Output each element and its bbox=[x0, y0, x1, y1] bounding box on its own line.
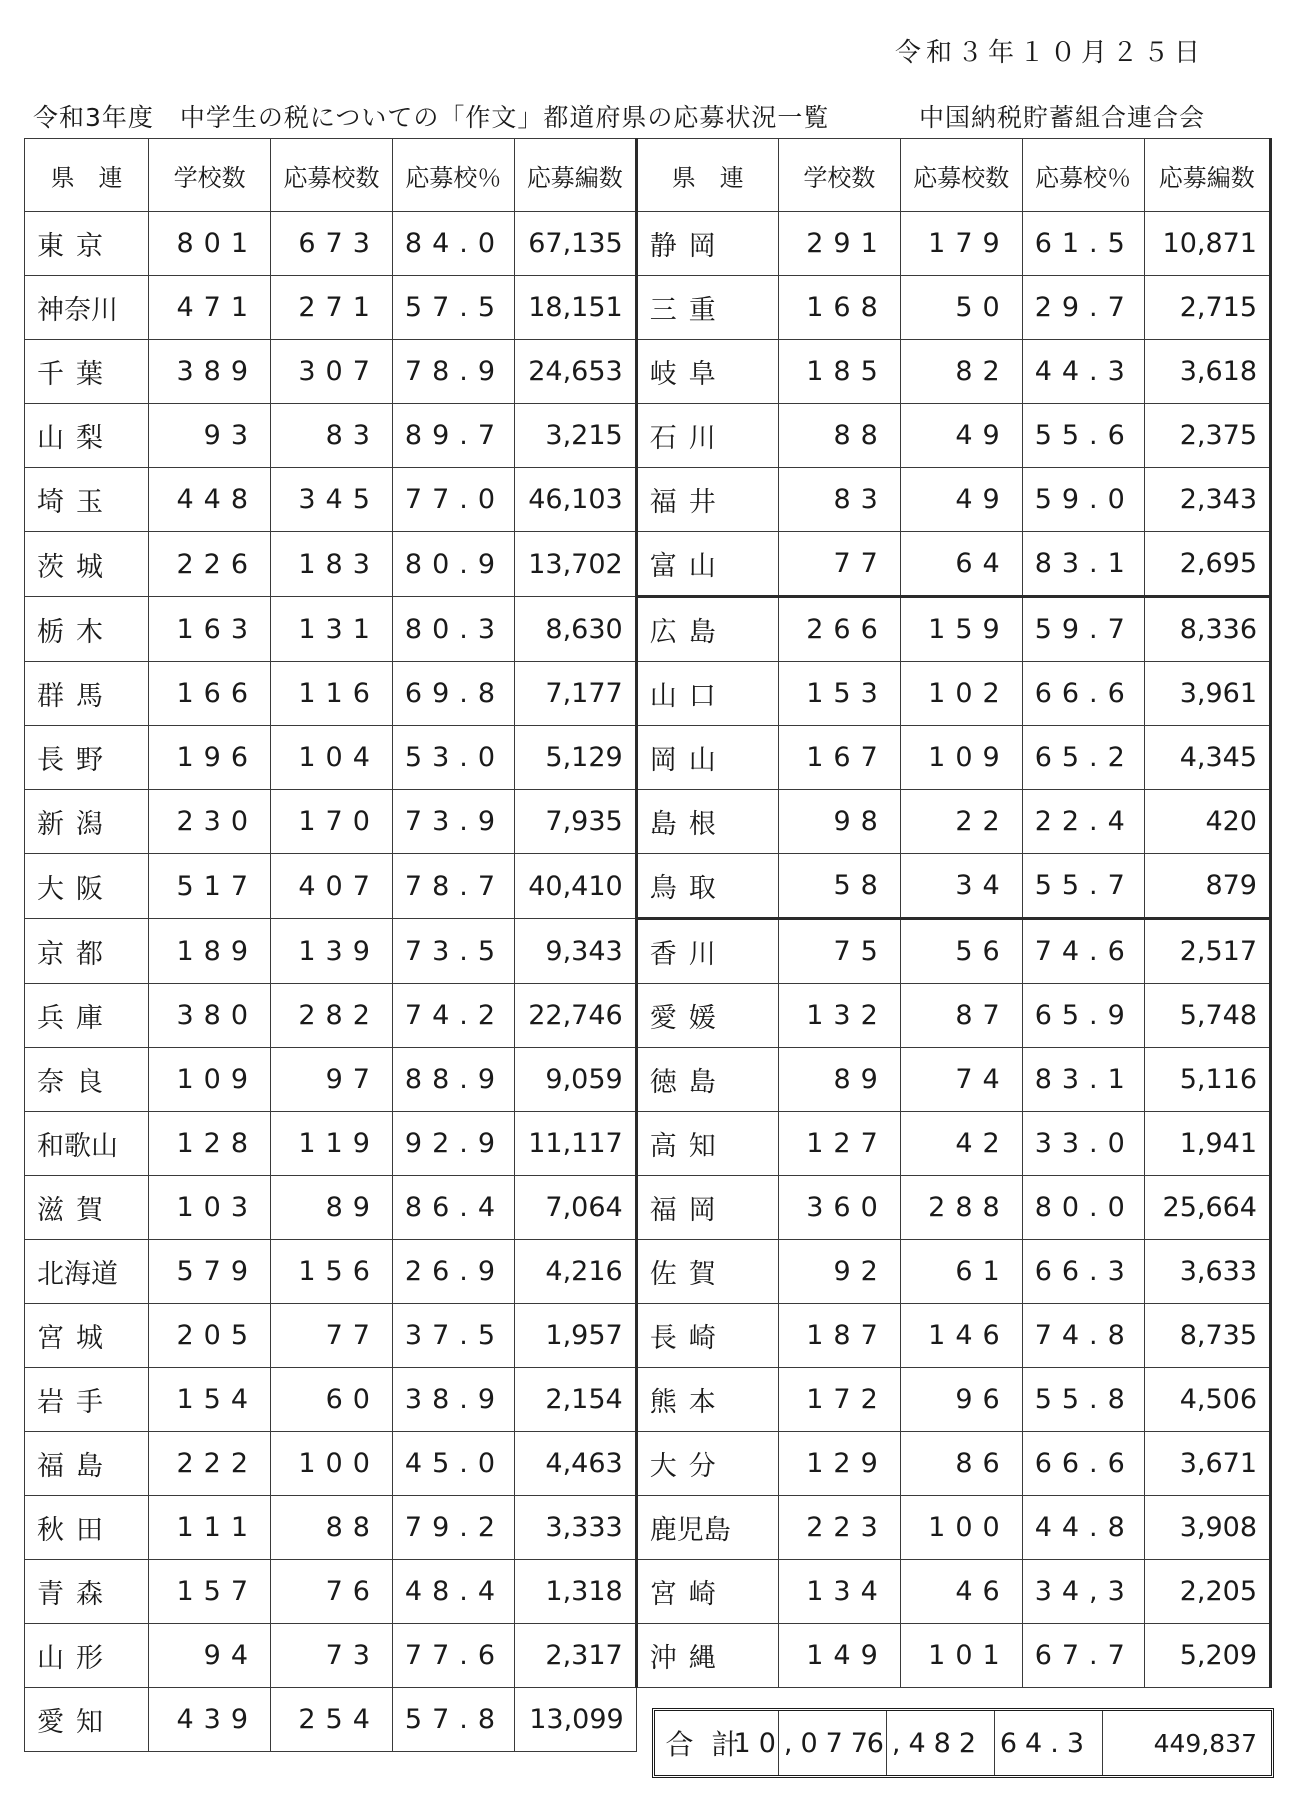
left-applied-cell: 77 bbox=[271, 1304, 393, 1368]
left-prefecture-cell: 岩手 bbox=[25, 1368, 149, 1432]
left-works-cell: 1,957 bbox=[514, 1304, 636, 1368]
table-row bbox=[25, 212, 1271, 276]
left-works-cell: 46,103 bbox=[514, 468, 636, 532]
right-schools-cell: 75 bbox=[778, 919, 900, 984]
column-header: 応募校％ bbox=[1022, 139, 1144, 212]
right-schools-cell: 127 bbox=[778, 1112, 900, 1176]
table-row bbox=[25, 662, 1271, 726]
right-applied-cell: 288 bbox=[900, 1176, 1022, 1240]
left-works-cell: 7,935 bbox=[514, 790, 636, 854]
right-schools-cell: 187 bbox=[778, 1304, 900, 1368]
right-works-cell: 8,336 bbox=[1144, 597, 1270, 662]
right-works-cell: 2,375 bbox=[1144, 404, 1270, 468]
left-rate-cell: 48.4 bbox=[392, 1560, 514, 1624]
left-works-cell: 18,151 bbox=[514, 276, 636, 340]
total-label: 合計 bbox=[655, 1711, 779, 1775]
table-row bbox=[25, 1432, 1271, 1496]
right-rate-cell: 33.0 bbox=[1022, 1112, 1144, 1176]
left-rate-cell: 86.4 bbox=[392, 1176, 514, 1240]
right-schools-cell: 266 bbox=[778, 597, 900, 662]
table-row bbox=[25, 532, 1271, 597]
right-rate-cell: 22.4 bbox=[1022, 790, 1144, 854]
left-rate-cell: 78.7 bbox=[392, 854, 514, 919]
right-schools-cell: 132 bbox=[778, 984, 900, 1048]
left-rate-cell: 79.2 bbox=[392, 1496, 514, 1560]
right-prefecture-cell: 高知 bbox=[636, 1112, 778, 1176]
left-prefecture-cell: 愛知 bbox=[25, 1688, 149, 1752]
right-rate-cell: 59.7 bbox=[1022, 597, 1144, 662]
total-box bbox=[652, 1708, 1274, 1778]
document-title: 令和3年度 中学生の税についての「作文」都道府県の応募状況一覧 bbox=[33, 103, 830, 132]
right-rate-cell: 29.7 bbox=[1022, 276, 1144, 340]
right-prefecture-cell: 香川 bbox=[636, 919, 778, 984]
left-prefecture-cell: 奈良 bbox=[25, 1048, 149, 1112]
left-works-cell: 3,333 bbox=[514, 1496, 636, 1560]
left-prefecture-cell: 福島 bbox=[25, 1432, 149, 1496]
right-applied-cell: 101 bbox=[900, 1624, 1022, 1688]
left-rate-cell: 38.9 bbox=[392, 1368, 514, 1432]
right-schools-cell: 58 bbox=[778, 854, 900, 919]
right-works-cell: 3,908 bbox=[1144, 1496, 1270, 1560]
table-row bbox=[25, 726, 1271, 790]
left-applied-cell: 345 bbox=[271, 468, 393, 532]
left-schools-cell: 189 bbox=[149, 919, 271, 984]
left-works-cell: 11,117 bbox=[514, 1112, 636, 1176]
left-schools-cell: 166 bbox=[149, 662, 271, 726]
table-row bbox=[25, 919, 1271, 984]
left-schools-cell: 380 bbox=[149, 984, 271, 1048]
left-works-cell: 67,135 bbox=[514, 212, 636, 276]
right-works-cell: 3,961 bbox=[1144, 662, 1270, 726]
column-header: 応募編数 bbox=[514, 139, 636, 212]
left-works-cell: 2,154 bbox=[514, 1368, 636, 1432]
left-works-cell: 5,129 bbox=[514, 726, 636, 790]
right-rate-cell: 44.8 bbox=[1022, 1496, 1144, 1560]
left-works-cell: 24,653 bbox=[514, 340, 636, 404]
left-applied-cell: 156 bbox=[271, 1240, 393, 1304]
table-row bbox=[25, 1496, 1271, 1560]
right-prefecture-cell: 大分 bbox=[636, 1432, 778, 1496]
left-applied-cell: 119 bbox=[271, 1112, 393, 1176]
right-prefecture-cell: 岐阜 bbox=[636, 340, 778, 404]
right-prefecture-cell: 徳島 bbox=[636, 1048, 778, 1112]
right-applied-cell: 34 bbox=[900, 854, 1022, 919]
right-applied-cell: 159 bbox=[900, 597, 1022, 662]
left-prefecture-cell: 山形 bbox=[25, 1624, 149, 1688]
right-schools-cell: 88 bbox=[778, 404, 900, 468]
right-rate-cell: 74.8 bbox=[1022, 1304, 1144, 1368]
right-schools-cell: 134 bbox=[778, 1560, 900, 1624]
left-schools-cell: 517 bbox=[149, 854, 271, 919]
right-works-cell: 2,715 bbox=[1144, 276, 1270, 340]
right-rate-cell: 55.7 bbox=[1022, 854, 1144, 919]
table-row bbox=[25, 1624, 1271, 1688]
right-rate-cell: 44.3 bbox=[1022, 340, 1144, 404]
left-prefecture-cell: 滋賀 bbox=[25, 1176, 149, 1240]
left-prefecture-cell: 京都 bbox=[25, 919, 149, 984]
left-schools-cell: 801 bbox=[149, 212, 271, 276]
left-works-cell: 40,410 bbox=[514, 854, 636, 919]
left-prefecture-cell: 長野 bbox=[25, 726, 149, 790]
right-prefecture-cell: 沖縄 bbox=[636, 1624, 778, 1688]
right-applied-cell: 102 bbox=[900, 662, 1022, 726]
right-works-cell: 1,941 bbox=[1144, 1112, 1270, 1176]
left-prefecture-cell: 青森 bbox=[25, 1560, 149, 1624]
right-applied-cell: 82 bbox=[900, 340, 1022, 404]
left-applied-cell: 673 bbox=[271, 212, 393, 276]
left-works-cell: 22,746 bbox=[514, 984, 636, 1048]
table-row bbox=[25, 1048, 1271, 1112]
right-works-cell: 3,671 bbox=[1144, 1432, 1270, 1496]
right-works-cell: 3,618 bbox=[1144, 340, 1270, 404]
left-schools-cell: 128 bbox=[149, 1112, 271, 1176]
left-applied-cell: 100 bbox=[271, 1432, 393, 1496]
left-schools-cell: 109 bbox=[149, 1048, 271, 1112]
left-rate-cell: 57.8 bbox=[392, 1688, 514, 1752]
left-rate-cell: 78.9 bbox=[392, 340, 514, 404]
table-row bbox=[25, 597, 1271, 662]
right-applied-cell: 109 bbox=[900, 726, 1022, 790]
right-rate-cell: 34,3 bbox=[1022, 1560, 1144, 1624]
left-rate-cell: 73.5 bbox=[392, 919, 514, 984]
right-works-cell: 2,205 bbox=[1144, 1560, 1270, 1624]
table-row bbox=[25, 1240, 1271, 1304]
right-works-cell: 879 bbox=[1144, 854, 1270, 919]
right-rate-cell: 59.0 bbox=[1022, 468, 1144, 532]
right-applied-cell: 61 bbox=[900, 1240, 1022, 1304]
right-rate-cell: 83.1 bbox=[1022, 1048, 1144, 1112]
left-applied-cell: 116 bbox=[271, 662, 393, 726]
right-applied-cell: 42 bbox=[900, 1112, 1022, 1176]
left-works-cell: 7,177 bbox=[514, 662, 636, 726]
right-rate-cell: 65.9 bbox=[1022, 984, 1144, 1048]
left-applied-cell: 76 bbox=[271, 1560, 393, 1624]
right-prefecture-cell: 富山 bbox=[636, 532, 778, 597]
left-schools-cell: 471 bbox=[149, 276, 271, 340]
left-applied-cell: 104 bbox=[271, 726, 393, 790]
table-row bbox=[25, 1368, 1271, 1432]
left-schools-cell: 205 bbox=[149, 1304, 271, 1368]
left-prefecture-cell: 東京 bbox=[25, 212, 149, 276]
left-works-cell: 13,702 bbox=[514, 532, 636, 597]
right-prefecture-cell: 長崎 bbox=[636, 1304, 778, 1368]
right-prefecture-cell: 三重 bbox=[636, 276, 778, 340]
table-row bbox=[25, 276, 1271, 340]
left-schools-cell: 439 bbox=[149, 1688, 271, 1752]
right-schools-cell: 153 bbox=[778, 662, 900, 726]
left-rate-cell: 53.0 bbox=[392, 726, 514, 790]
organization-name: 中国納税貯蓄組合連合会 bbox=[918, 103, 1205, 132]
left-rate-cell: 88.9 bbox=[392, 1048, 514, 1112]
column-header: 学校数 bbox=[778, 139, 900, 212]
right-schools-cell: 149 bbox=[778, 1624, 900, 1688]
right-rate-cell: 66.6 bbox=[1022, 662, 1144, 726]
table-row bbox=[25, 1560, 1271, 1624]
left-applied-cell: 183 bbox=[271, 532, 393, 597]
right-applied-cell: 87 bbox=[900, 984, 1022, 1048]
left-prefecture-cell: 新潟 bbox=[25, 790, 149, 854]
right-prefecture-cell: 宮崎 bbox=[636, 1560, 778, 1624]
right-prefecture-cell: 山口 bbox=[636, 662, 778, 726]
right-prefecture-cell: 熊本 bbox=[636, 1368, 778, 1432]
right-rate-cell: 66.3 bbox=[1022, 1240, 1144, 1304]
right-prefecture-cell: 島根 bbox=[636, 790, 778, 854]
right-schools-cell: 185 bbox=[778, 340, 900, 404]
table-body bbox=[25, 139, 1271, 1752]
left-applied-cell: 170 bbox=[271, 790, 393, 854]
right-rate-cell: 61.5 bbox=[1022, 212, 1144, 276]
right-works-cell: 3,633 bbox=[1144, 1240, 1270, 1304]
right-applied-cell: 49 bbox=[900, 404, 1022, 468]
table-row bbox=[25, 1176, 1271, 1240]
left-works-cell: 4,216 bbox=[514, 1240, 636, 1304]
right-works-cell: 5,116 bbox=[1144, 1048, 1270, 1112]
right-works-cell: 4,506 bbox=[1144, 1368, 1270, 1432]
left-schools-cell: 157 bbox=[149, 1560, 271, 1624]
right-schools-cell: 360 bbox=[778, 1176, 900, 1240]
right-schools-cell: 98 bbox=[778, 790, 900, 854]
right-works-cell: 420 bbox=[1144, 790, 1270, 854]
left-rate-cell: 45.0 bbox=[392, 1432, 514, 1496]
left-works-cell: 3,215 bbox=[514, 404, 636, 468]
right-works-cell: 2,343 bbox=[1144, 468, 1270, 532]
left-prefecture-cell: 群馬 bbox=[25, 662, 149, 726]
left-schools-cell: 103 bbox=[149, 1176, 271, 1240]
table-row bbox=[25, 984, 1271, 1048]
right-applied-cell: 86 bbox=[900, 1432, 1022, 1496]
left-schools-cell: 222 bbox=[149, 1432, 271, 1496]
left-prefecture-cell: 埼玉 bbox=[25, 468, 149, 532]
right-schools-cell: 83 bbox=[778, 468, 900, 532]
column-header: 応募校数 bbox=[271, 139, 393, 212]
column-header: 県 連 bbox=[25, 139, 149, 212]
left-applied-cell: 139 bbox=[271, 919, 393, 984]
right-prefecture-cell: 石川 bbox=[636, 404, 778, 468]
left-schools-cell: 389 bbox=[149, 340, 271, 404]
right-works-cell: 5,748 bbox=[1144, 984, 1270, 1048]
right-schools-cell: 291 bbox=[778, 212, 900, 276]
left-applied-cell: 97 bbox=[271, 1048, 393, 1112]
left-schools-cell: 579 bbox=[149, 1240, 271, 1304]
right-works-cell: 10,871 bbox=[1144, 212, 1270, 276]
left-applied-cell: 254 bbox=[271, 1688, 393, 1752]
right-schools-cell: 167 bbox=[778, 726, 900, 790]
right-rate-cell: 74.6 bbox=[1022, 919, 1144, 984]
right-rate-cell: 66.6 bbox=[1022, 1432, 1144, 1496]
right-works-cell: 4,345 bbox=[1144, 726, 1270, 790]
total-works: 449,837 bbox=[1153, 1728, 1257, 1758]
left-rate-cell: 37.5 bbox=[392, 1304, 514, 1368]
right-applied-cell: 22 bbox=[900, 790, 1022, 854]
right-applied-cell: 74 bbox=[900, 1048, 1022, 1112]
left-schools-cell: 448 bbox=[149, 468, 271, 532]
left-applied-cell: 271 bbox=[271, 276, 393, 340]
application-status-table bbox=[24, 138, 1272, 1752]
left-prefecture-cell: 栃木 bbox=[25, 597, 149, 662]
left-rate-cell: 74.2 bbox=[392, 984, 514, 1048]
column-header: 学校数 bbox=[149, 139, 271, 212]
column-header: 応募編数 bbox=[1144, 139, 1270, 212]
right-rate-cell: 55.8 bbox=[1022, 1368, 1144, 1432]
left-works-cell: 4,463 bbox=[514, 1432, 636, 1496]
right-works-cell: 5,209 bbox=[1144, 1624, 1270, 1688]
right-schools-cell: 77 bbox=[778, 532, 900, 597]
left-applied-cell: 88 bbox=[271, 1496, 393, 1560]
left-schools-cell: 111 bbox=[149, 1496, 271, 1560]
left-prefecture-cell: 神奈川 bbox=[25, 276, 149, 340]
left-works-cell: 1,318 bbox=[514, 1560, 636, 1624]
right-applied-cell: 64 bbox=[900, 532, 1022, 597]
right-applied-cell: 46 bbox=[900, 1560, 1022, 1624]
table-row bbox=[25, 1304, 1271, 1368]
right-applied-cell: 49 bbox=[900, 468, 1022, 532]
left-schools-cell: 196 bbox=[149, 726, 271, 790]
right-works-cell: 25,664 bbox=[1144, 1176, 1270, 1240]
left-prefecture-cell: 北海道 bbox=[25, 1240, 149, 1304]
left-prefecture-cell: 山梨 bbox=[25, 404, 149, 468]
right-applied-cell: 179 bbox=[900, 212, 1022, 276]
table-row bbox=[25, 1112, 1271, 1176]
left-works-cell: 8,630 bbox=[514, 597, 636, 662]
left-rate-cell: 84.0 bbox=[392, 212, 514, 276]
right-prefecture-cell: 広島 bbox=[636, 597, 778, 662]
right-works-cell: 8,735 bbox=[1144, 1304, 1270, 1368]
right-rate-cell: 83.1 bbox=[1022, 532, 1144, 597]
right-prefecture-cell: 福井 bbox=[636, 468, 778, 532]
column-header: 応募校数 bbox=[900, 139, 1022, 212]
left-schools-cell: 230 bbox=[149, 790, 271, 854]
right-applied-cell: 100 bbox=[900, 1496, 1022, 1560]
table-row bbox=[25, 340, 1271, 404]
right-applied-cell: 50 bbox=[900, 276, 1022, 340]
left-schools-cell: 163 bbox=[149, 597, 271, 662]
right-works-cell: 2,517 bbox=[1144, 919, 1270, 984]
right-applied-cell: 56 bbox=[900, 919, 1022, 984]
left-applied-cell: 282 bbox=[271, 984, 393, 1048]
right-prefecture-cell: 愛媛 bbox=[636, 984, 778, 1048]
left-applied-cell: 73 bbox=[271, 1624, 393, 1688]
left-rate-cell: 26.9 bbox=[392, 1240, 514, 1304]
right-prefecture-cell: 福岡 bbox=[636, 1176, 778, 1240]
right-prefecture-cell: 岡山 bbox=[636, 726, 778, 790]
left-works-cell: 13,099 bbox=[514, 1688, 636, 1752]
right-schools-cell: 92 bbox=[778, 1240, 900, 1304]
table-row bbox=[25, 468, 1271, 532]
right-schools-cell: 168 bbox=[778, 276, 900, 340]
column-header: 県 連 bbox=[636, 139, 778, 212]
left-works-cell: 7,064 bbox=[514, 1176, 636, 1240]
left-rate-cell: 77.6 bbox=[392, 1624, 514, 1688]
total-applied: 6,482 bbox=[887, 1711, 995, 1775]
left-schools-cell: 93 bbox=[149, 404, 271, 468]
table-row bbox=[25, 404, 1271, 468]
left-applied-cell: 407 bbox=[271, 854, 393, 919]
left-applied-cell: 83 bbox=[271, 404, 393, 468]
left-applied-cell: 307 bbox=[271, 340, 393, 404]
left-applied-cell: 60 bbox=[271, 1368, 393, 1432]
header-row bbox=[25, 139, 1271, 212]
right-prefecture-cell: 静岡 bbox=[636, 212, 778, 276]
left-prefecture-cell: 兵庫 bbox=[25, 984, 149, 1048]
left-rate-cell: 80.3 bbox=[392, 597, 514, 662]
left-rate-cell: 92.9 bbox=[392, 1112, 514, 1176]
left-applied-cell: 89 bbox=[271, 1176, 393, 1240]
left-rate-cell: 77.0 bbox=[392, 468, 514, 532]
right-rate-cell: 55.6 bbox=[1022, 404, 1144, 468]
left-prefecture-cell: 秋田 bbox=[25, 1496, 149, 1560]
left-rate-cell: 89.7 bbox=[392, 404, 514, 468]
left-applied-cell: 131 bbox=[271, 597, 393, 662]
total-schools: 10,077 bbox=[779, 1711, 887, 1775]
right-schools-cell: 223 bbox=[778, 1496, 900, 1560]
left-schools-cell: 226 bbox=[149, 532, 271, 597]
left-rate-cell: 57.5 bbox=[392, 276, 514, 340]
right-schools-cell: 129 bbox=[778, 1432, 900, 1496]
left-schools-cell: 154 bbox=[149, 1368, 271, 1432]
document-date: 令和３年１０月２５日 bbox=[894, 38, 1205, 68]
right-rate-cell: 80.0 bbox=[1022, 1176, 1144, 1240]
title-bar bbox=[33, 96, 1205, 136]
right-schools-cell: 172 bbox=[778, 1368, 900, 1432]
left-schools-cell: 94 bbox=[149, 1624, 271, 1688]
right-prefecture-cell: 鳥取 bbox=[636, 854, 778, 919]
left-works-cell: 9,343 bbox=[514, 919, 636, 984]
right-applied-cell: 146 bbox=[900, 1304, 1022, 1368]
column-header: 応募校％ bbox=[392, 139, 514, 212]
right-schools-cell: 89 bbox=[778, 1048, 900, 1112]
table-row bbox=[25, 790, 1271, 854]
left-prefecture-cell: 和歌山 bbox=[25, 1112, 149, 1176]
left-prefecture-cell: 宮城 bbox=[25, 1304, 149, 1368]
right-applied-cell: 96 bbox=[900, 1368, 1022, 1432]
left-rate-cell: 69.8 bbox=[392, 662, 514, 726]
left-rate-cell: 80.9 bbox=[392, 532, 514, 597]
right-rate-cell: 67.7 bbox=[1022, 1624, 1144, 1688]
total-rate: 64.3 bbox=[995, 1711, 1103, 1775]
left-works-cell: 9,059 bbox=[514, 1048, 636, 1112]
left-prefecture-cell: 大阪 bbox=[25, 854, 149, 919]
left-prefecture-cell: 茨城 bbox=[25, 532, 149, 597]
right-works-cell: 2,695 bbox=[1144, 532, 1270, 597]
right-rate-cell: 65.2 bbox=[1022, 726, 1144, 790]
left-rate-cell: 73.9 bbox=[392, 790, 514, 854]
right-prefecture-cell: 鹿児島 bbox=[636, 1496, 778, 1560]
right-prefecture-cell: 佐賀 bbox=[636, 1240, 778, 1304]
left-prefecture-cell: 千葉 bbox=[25, 340, 149, 404]
left-works-cell: 2,317 bbox=[514, 1624, 636, 1688]
table-row bbox=[25, 854, 1271, 919]
